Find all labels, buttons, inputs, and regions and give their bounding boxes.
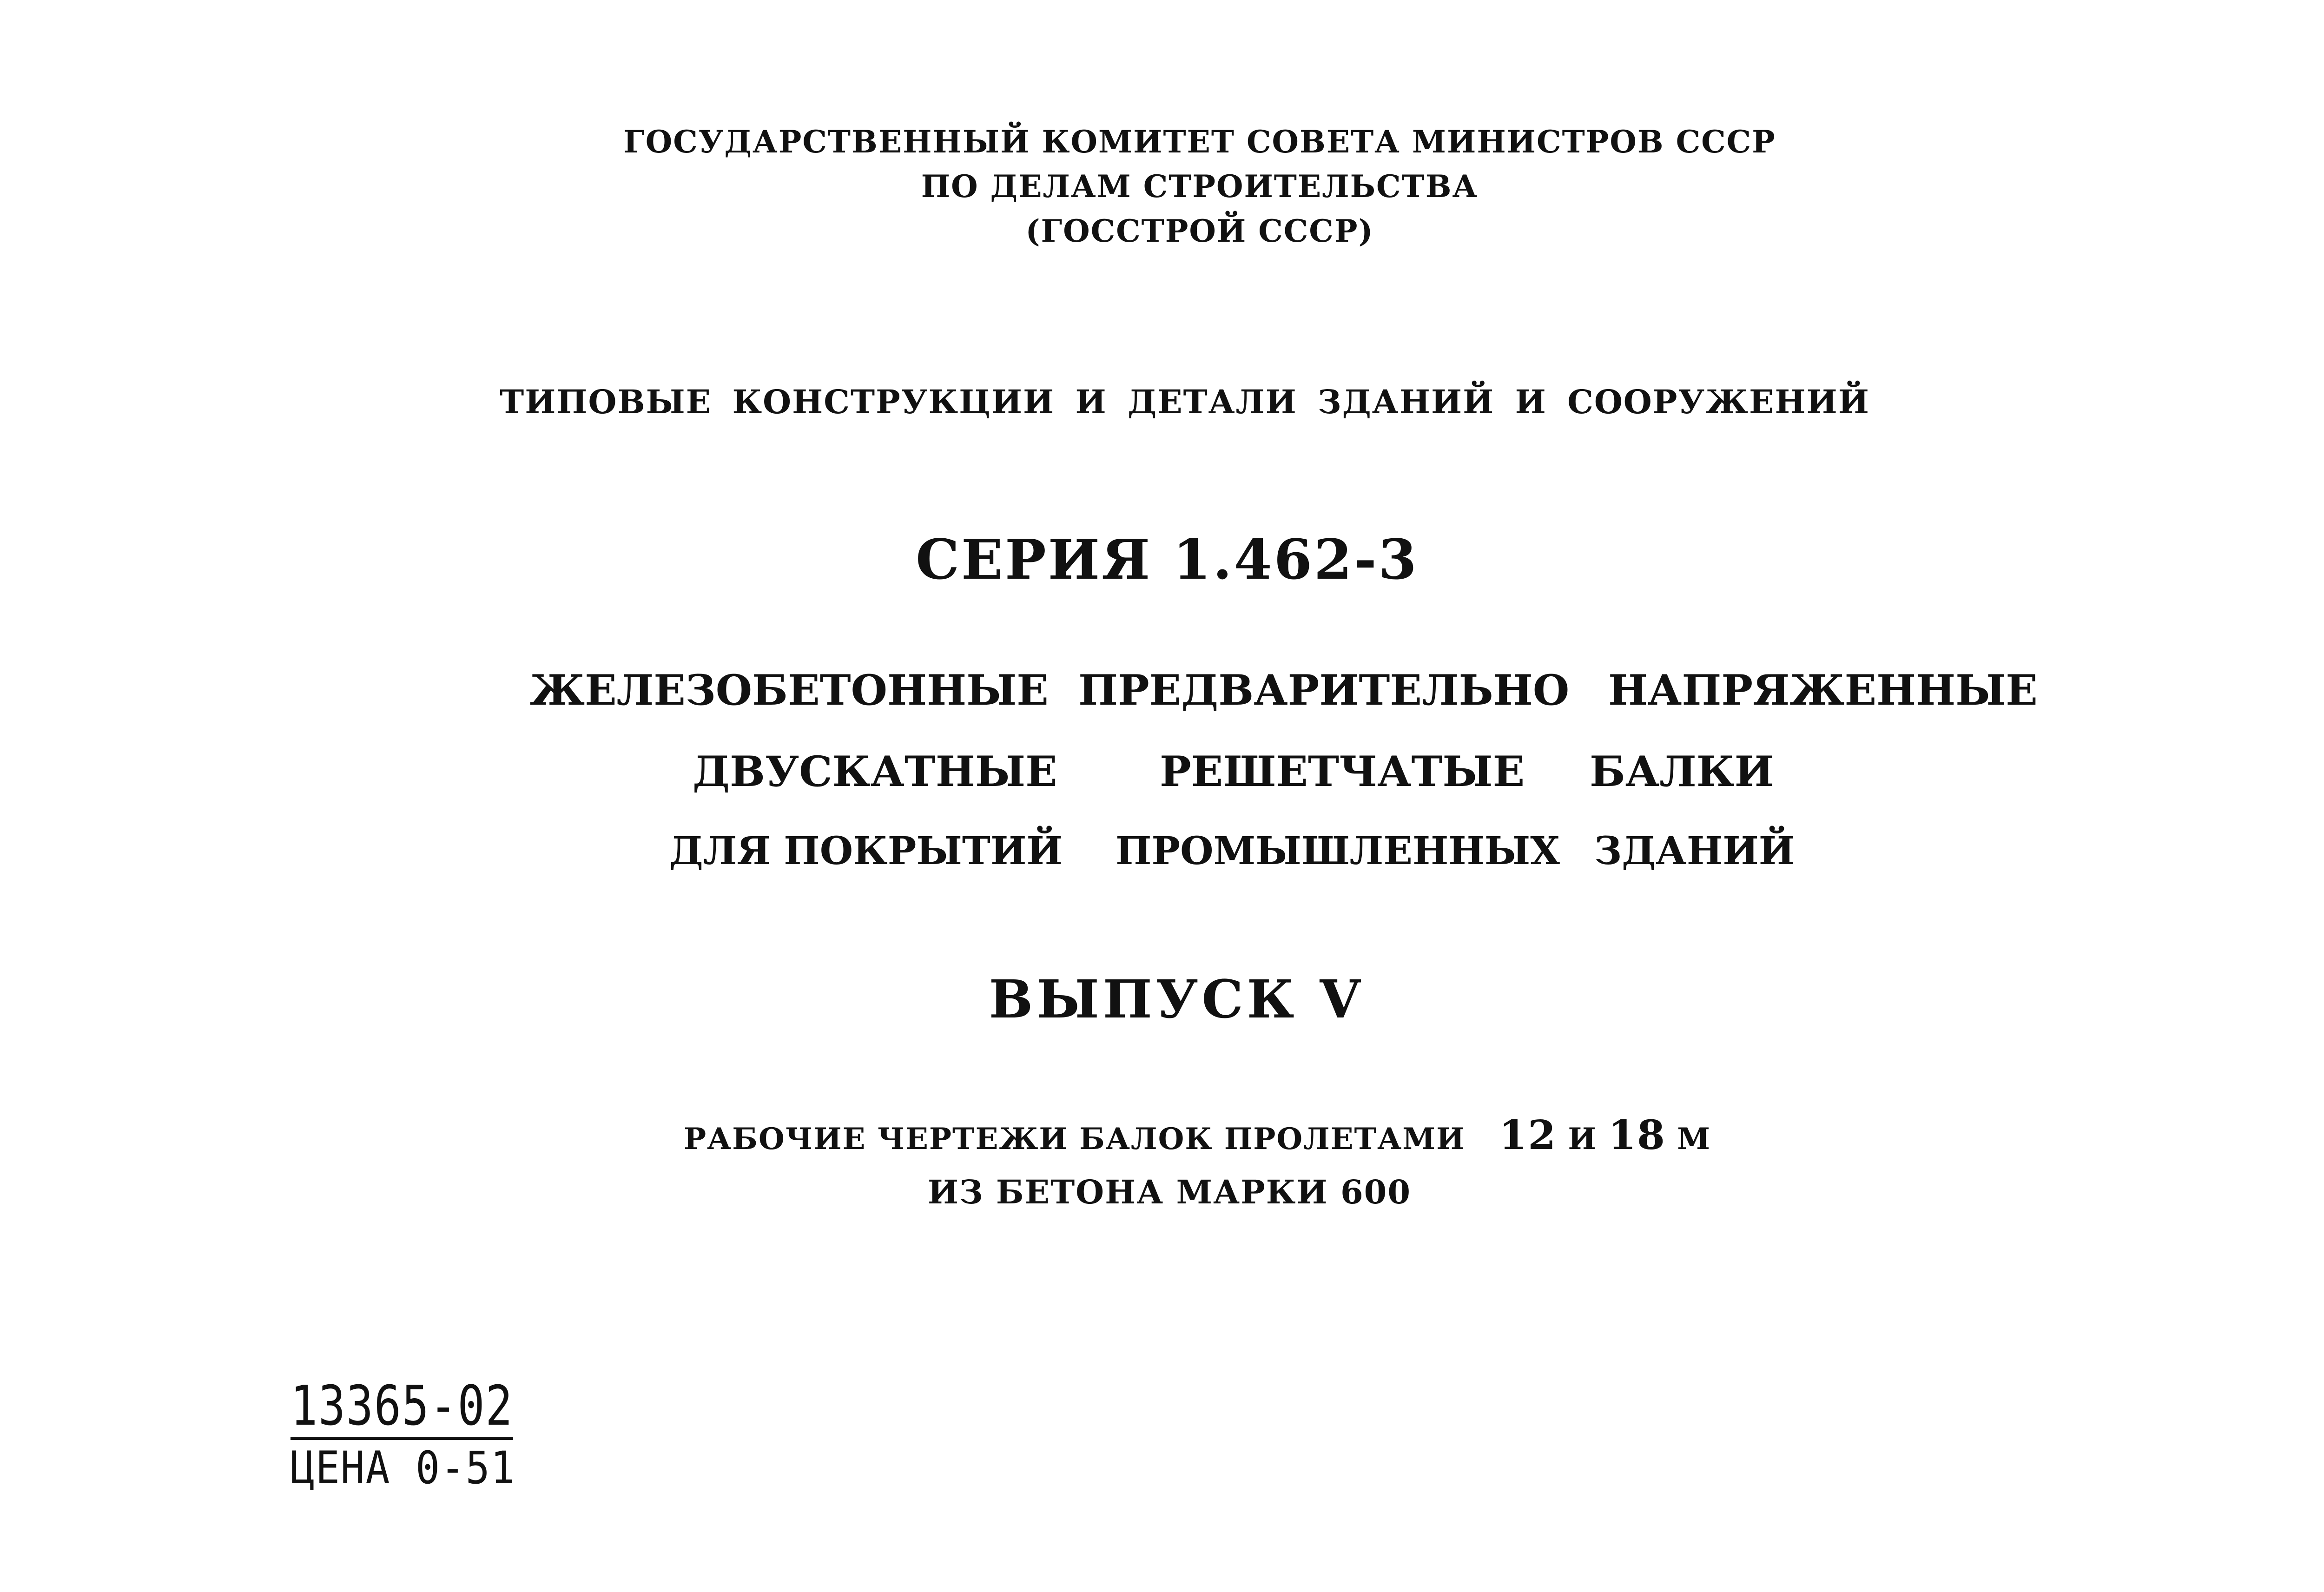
catalog-stamp <box>290 1374 562 1494</box>
subject-line3-word2: ПРОМЫШЛЕННЫХ <box>1116 829 1560 873</box>
document-category: ТИПОВЫЕ КОНСТРУКЦИИ И ДЕТАЛИ ЗДАНИЙ И СООРУЖЕНИЙ <box>500 383 1870 421</box>
span-unit: М <box>1677 1122 1711 1156</box>
subject-line1-word1: ЖЕЛЕЗОБЕТОННЫЕ <box>530 666 1049 715</box>
subject-line1-word3: НАПРЯЖЕННЫЕ <box>1608 666 2038 715</box>
span-value-1: 12 <box>1499 1112 1557 1159</box>
subject-line3-word1: ДЛЯ ПОКРЫТИЙ <box>669 829 1063 873</box>
catalog-code: 13365-02 <box>290 1378 513 1440</box>
subject-line2-word1: ДВУСКАТНЫЕ <box>693 747 1057 796</box>
subject-line2-word3: БАЛКИ <box>1590 747 1774 796</box>
working-drawings-line-1 <box>0 1112 2324 1159</box>
ministry-line-1: ГОСУДАРСТВЕННЫЙ КОМИТЕТ СОВЕТА МИНИСТРОВ СССР <box>623 124 1776 160</box>
subject-line2-word2: РЕШЕТЧАТЫЕ <box>1160 747 1525 796</box>
span-and: И <box>1568 1122 1597 1156</box>
series-title: СЕРИЯ 1.462-3 <box>916 527 1419 592</box>
working-drawings-line-2: ИЗ БЕТОНА МАРКИ 600 <box>927 1173 1412 1211</box>
subject-line3-word3: ЗДАНИЙ <box>1594 829 1795 873</box>
price-label: ЦЕНА 0-51 <box>290 1442 516 1494</box>
ministry-line-2: ПО ДЕЛАМ СТРОИТЕЛЬСТВА <box>921 168 1479 205</box>
issue-title: ВЫПУСК V <box>989 969 1364 1030</box>
subject-line1-word2: ПРЕДВАРИТЕЛЬНО <box>1078 666 1570 715</box>
ministry-line-3: (ГОССТРОЙ СССР) <box>1025 213 1374 249</box>
span-value-2: 18 <box>1608 1112 1666 1159</box>
working-drawings-text: РАБОЧИЕ ЧЕРТЕЖИ БАЛОК ПРОЛЕТАМИ <box>684 1122 1466 1156</box>
